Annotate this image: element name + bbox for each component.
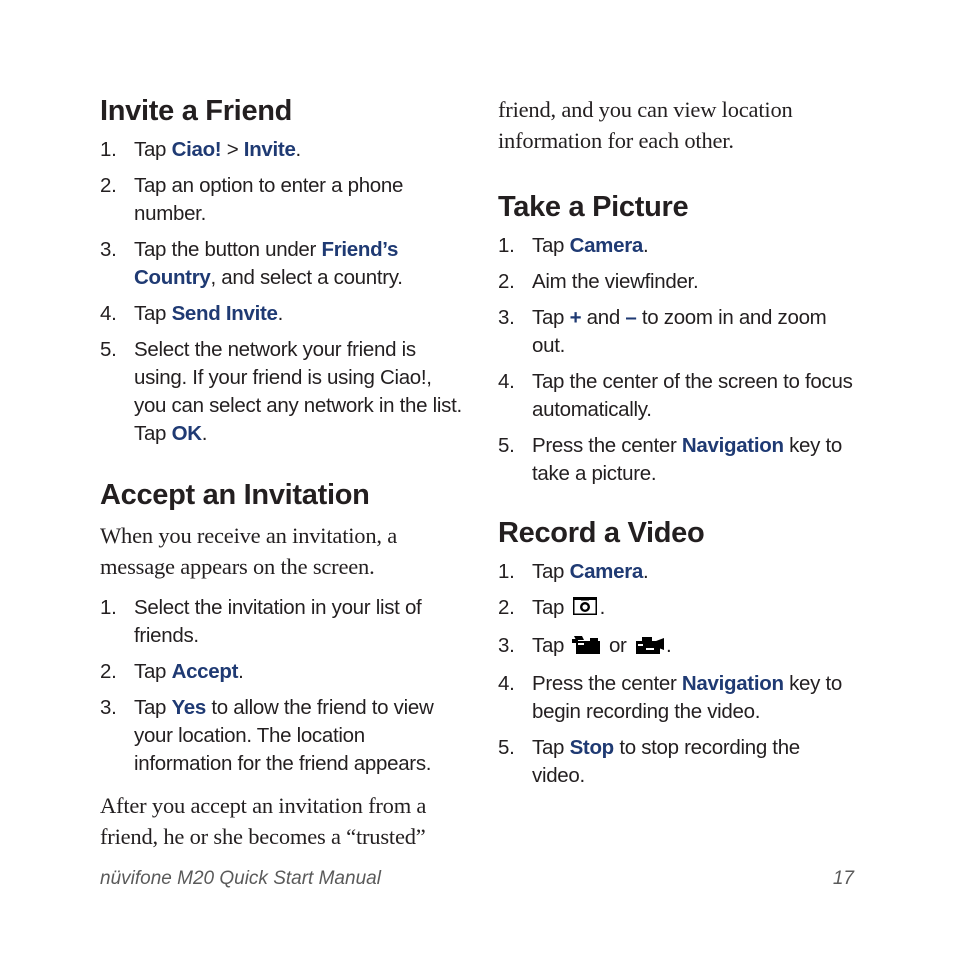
accept-steps — [100, 594, 462, 778]
list-item: 3. Tap the button under Friend’s Country, and select a country. — [100, 238, 403, 289]
list-item: 1. Tap Ciao! > Invite. — [100, 138, 301, 161]
navigation-keyword: Navigation — [681, 672, 784, 695]
friends-country-keyword: Friend’s Country — [134, 238, 399, 289]
accept-heading: Accept an Invitation — [100, 479, 370, 511]
ciao-keyword: Ciao! — [171, 138, 222, 161]
navigation-keyword: Navigation — [681, 434, 784, 457]
list-item: 3. Tap or . — [498, 632, 854, 662]
list-item: 3. Tap Yes to allow the friend to view your location. The location information for the friend appears. — [100, 696, 434, 775]
yes-keyword: Yes — [171, 696, 207, 719]
list-item: 5. Select the network your friend is using. If your friend is using Ciao!, you can select any network in the list. Tap OK. — [100, 338, 462, 445]
zoom-in-keyword: + — [569, 306, 582, 329]
list-item: 2. Tap . — [498, 594, 854, 624]
list-item: 5. Tap Stop to stop recording the video. — [498, 736, 800, 787]
send-invite-keyword: Send Invite — [171, 302, 278, 325]
accept-outro: After you accept an invitation from a friend, he or she becomes a “trusted” — [100, 793, 427, 849]
accept-keyword: Accept — [171, 660, 239, 683]
page-number: 17 — [832, 868, 854, 889]
left-column — [100, 92, 462, 852]
picture-heading: Take a Picture — [498, 191, 689, 223]
camera-mode-icon — [572, 596, 598, 624]
invite-steps — [100, 136, 462, 448]
right-column — [498, 92, 854, 798]
list-item: 2. Tap an option to enter a phone number. — [100, 174, 404, 225]
camera-keyword: Camera — [569, 234, 643, 257]
list-item: 4. Tap Send Invite. — [100, 302, 284, 325]
list-item: 4. Tap the center of the screen to focus automatically. — [498, 370, 853, 421]
video-heading: Record a Video — [498, 517, 705, 549]
accept-outro-continued: friend, and you can view location information for each other. — [498, 97, 793, 153]
list-item: 4. Press the center Navigation key to begin recording the video. — [498, 672, 842, 723]
video-camera-icon — [572, 634, 602, 662]
list-item: 1. Select the invitation in your list of friends. — [100, 596, 422, 647]
invite-heading: Invite a Friend — [100, 95, 293, 127]
list-item: 1. Tap Camera. — [498, 234, 649, 257]
accept-intro: When you receive an invitation, a message appears on the screen. — [100, 523, 398, 579]
list-item: 1. Tap Camera. — [498, 560, 649, 583]
video-steps — [498, 558, 854, 790]
footer-manual-title: nüvifone M20 Quick Start Manual — [100, 868, 381, 889]
list-item: 2. Tap Accept. — [100, 660, 244, 683]
invite-keyword: Invite — [243, 138, 296, 161]
list-item: 5. Press the center Navigation key to take a picture. — [498, 434, 842, 485]
stop-keyword: Stop — [569, 736, 614, 759]
video-camera-alt-icon — [634, 634, 664, 662]
ok-keyword: OK — [171, 422, 202, 445]
list-item: 2. Aim the viewfinder. — [498, 270, 699, 293]
camera-keyword: Camera — [569, 560, 643, 583]
zoom-out-keyword: – — [625, 306, 637, 329]
picture-steps — [498, 232, 854, 488]
list-item: 3. Tap + and – to zoom in and zoom out. — [498, 306, 827, 357]
